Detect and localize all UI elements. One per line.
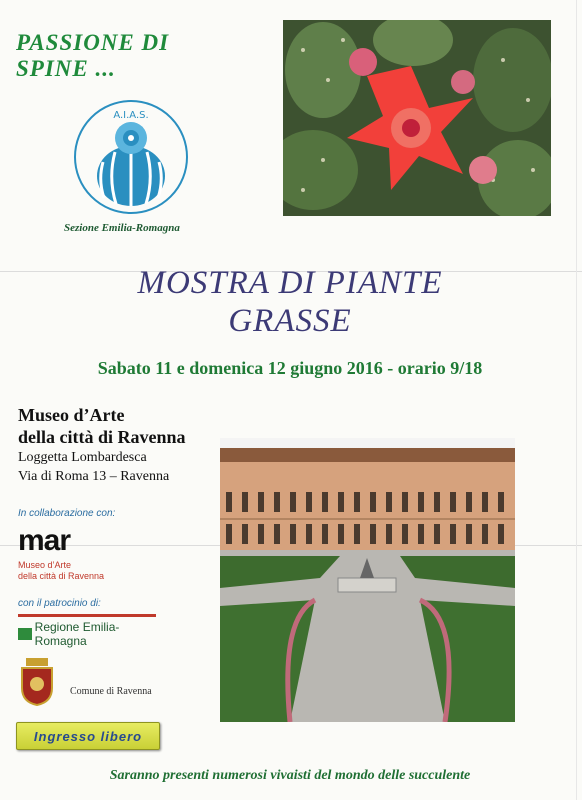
- cactus-flower-photo: [283, 20, 551, 216]
- brand-title-line1: PASSIONE DI: [16, 30, 170, 55]
- main-title-line2: GRASSE: [228, 303, 352, 339]
- footer-note: Saranno presenti numerosi vivaisti del mondo delle succulente: [109, 768, 471, 783]
- mar-logo-sub2: della città di Ravenna: [18, 571, 105, 581]
- venue-name-line2: della città di Ravenna: [18, 427, 186, 447]
- mar-museum-logo: [18, 526, 128, 586]
- mar-logo-sub1: Museo d’Arte: [18, 560, 72, 570]
- regione-emilia-romagna-logo: [18, 614, 168, 648]
- venue-name-line1: Museo d’Arte: [18, 405, 125, 425]
- region-flag-icon: [18, 628, 32, 640]
- collaboration-label: In collaborazione con:: [18, 508, 116, 519]
- brand-title-line2: SPINE ...: [16, 56, 116, 81]
- page-edge: [576, 0, 577, 800]
- venue-address-line1: Loggetta Lombardesca: [18, 450, 147, 465]
- brand-title: [16, 30, 246, 82]
- comune-crest-icon: [18, 656, 56, 706]
- aias-logo: [70, 98, 192, 216]
- event-date: Sabato 11 e domenica 12 giugno 2016 - orario 9/18: [97, 358, 483, 378]
- logo-letters: A.I.A.S.: [113, 110, 149, 121]
- free-entry-badge: Ingresso libero: [16, 722, 160, 750]
- logo-section-label: Sezione Emilia-Romagna: [64, 222, 180, 234]
- main-title: [40, 264, 540, 340]
- region-name: Regione Emilia-Romagna: [34, 620, 120, 648]
- main-title-line1: MOSTRA DI PIANTE: [137, 265, 443, 301]
- mar-logo-word: mar: [18, 524, 71, 557]
- patronage-label: con il patrocinio di:: [18, 598, 101, 609]
- venue-block: [18, 404, 228, 486]
- venue-address-line2: Via di Roma 13 – Ravenna: [18, 469, 170, 484]
- comune-label: Comune di Ravenna: [70, 686, 152, 697]
- museum-courtyard-photo: [220, 438, 515, 722]
